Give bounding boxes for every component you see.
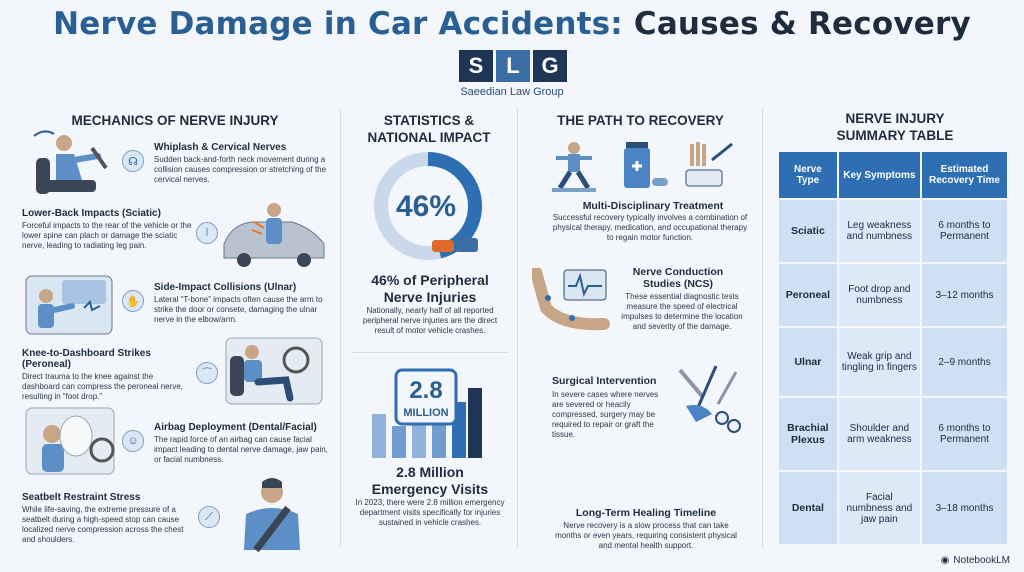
logo-letter-g: G (533, 50, 567, 82)
seatbelt-icon: ⟋ (198, 506, 220, 528)
recovery-cell: 6 months to Permanent (921, 397, 1008, 471)
notebooklm-icon: ◉ (940, 555, 950, 566)
mechanism-text: While life-saving, the extreme pressure of a seatbelt during a high-speed stop can cause localized nerve compression across the chest and shoulders. (22, 505, 184, 544)
column-divider-1 (340, 108, 341, 548)
seatbelt-illustration (232, 476, 312, 552)
mechanism-title: Airbag Deployment (Dental/Facial) (154, 422, 317, 433)
mechanism-text: Sudden back-and-forth neck movement during a collision causes compression or stretching of the cervical nerves. (154, 155, 327, 184)
stat1-text: Nationally, nearly half of all reported peripheral nerve injuries are the direct result of motor vehicle crashes. (362, 306, 498, 335)
symptoms-cell: Shoulder and arm weakness (838, 397, 921, 471)
title-part-1: Nerve Damage in Car Accidents: (53, 6, 623, 42)
logo-letter-l: L (496, 50, 530, 82)
summary-heading-line-1: NERVE INJURY (845, 111, 945, 126)
mechanism-text: The rapid force of an airbag can cause facial impact leading to dental nerve damage, jaw pain, or facial numbness. (154, 435, 328, 464)
mechanism-title: Side-Impact Collisions (Ulnar) (154, 282, 297, 293)
recovery-text-timeline: Nerve recovery is a slow process that can take months or even years, requiring consistent physical and mental health support. (555, 521, 737, 550)
mechanism-item-knee-dashboard (22, 348, 192, 402)
nerve-cell: Peroneal (778, 263, 838, 327)
table-row (778, 397, 1008, 471)
crash-car-left (432, 240, 454, 252)
symptoms-cell: Weak grip and tingling in fingers (838, 327, 921, 397)
recovery-cell: 2–9 months (921, 327, 1008, 397)
emergency-visits-bars (368, 366, 486, 460)
notebooklm-label: NotebookLM (953, 555, 1010, 566)
mechanics-heading: MECHANICS OF NERVE INJURY (71, 113, 279, 128)
stat2-title-line-1: 2.8 Million (396, 464, 464, 480)
mechanism-item-whiplash (154, 142, 329, 185)
donut-percent-label: 46% (395, 190, 457, 223)
symptoms-cell: Foot drop and numbness (838, 263, 921, 327)
slg-logo (459, 50, 567, 82)
nerve-cell: Brachial Plexus (778, 397, 838, 471)
surgery-tools-illustration (672, 362, 748, 436)
stat1-title-line-2: Nerve Injuries (383, 289, 477, 305)
mechanism-item-lower-back (22, 208, 192, 251)
recovery-text-surgery: In severe cases where nerves are severed or heacily compressed, surgery may be required to repair or graft the tissue. (552, 390, 659, 439)
table-row (778, 327, 1008, 397)
spine-icon: ⦚ (196, 222, 218, 244)
percent-donut (370, 148, 490, 268)
knee-icon: ⌒ (196, 362, 218, 384)
face-icon: ☺ (122, 430, 144, 452)
column-divider-3 (762, 108, 763, 548)
notebooklm-badge (941, 555, 1010, 566)
crash-car-right (456, 238, 478, 252)
summary-table-heading (800, 110, 990, 144)
bar-unit: MILLION (403, 407, 449, 419)
table-row (778, 263, 1008, 327)
rear-impact-illustration (222, 200, 327, 268)
recovery-title-timeline: Long-Term Healing Timeline (575, 507, 717, 519)
stat-divider (352, 352, 508, 353)
table-row (778, 471, 1008, 545)
nerve-cell: Dental (778, 471, 838, 545)
statistics-heading-line-1: STATISTICS & (383, 113, 475, 128)
nerve-cell: Ulnar (778, 327, 838, 397)
recovery-title-surgery: Surgical Intervention (552, 375, 657, 387)
stat1-title (352, 272, 508, 306)
recovery-cell: 3–12 months (921, 263, 1008, 327)
nerve-summary-table (777, 150, 1009, 546)
recovery-title-ncs: Nerve Conduction Studies (NCS) (632, 266, 724, 290)
table-row (778, 199, 1008, 263)
column-header-key-symptoms: Key Symptoms (838, 151, 921, 199)
recovery-title-treatment: Multi-Disciplinary Treatment (582, 200, 724, 212)
mechanism-title: Lower-Back Impacts (Sciatic) (22, 208, 161, 219)
summary-heading-line-2: SUMMARY TABLE (836, 128, 954, 143)
arm-icon: ✋ (122, 290, 144, 312)
mechanism-item-airbag (154, 422, 329, 465)
symptoms-cell: Leg weakness and numbness (838, 199, 921, 263)
table-header-row (778, 151, 1008, 199)
symptoms-cell: Facial numbness and jaw pain (838, 471, 921, 545)
stat2-title-line-2: Emergency Visits (371, 481, 489, 497)
whiplash-illustration (26, 128, 116, 198)
title-part-2: Causes & Recovery (622, 6, 971, 42)
column-divider-2 (517, 108, 518, 548)
nerve-cell: Sciatic (778, 199, 838, 263)
column-header-nerve-type: Nerve Type (778, 151, 838, 199)
treatment-illustration (546, 140, 746, 194)
mechanism-item-seatbelt (22, 492, 194, 545)
mechanism-text: Forceful impacts to the rear of the vehicle or the lower spine can plach or damage the sciatic nerve, leading to radiating leg pain. (22, 221, 192, 250)
mechanism-title: Whiplash & Cervical Nerves (154, 142, 287, 153)
neck-icon: ☊ (122, 150, 144, 172)
statistics-heading-line-2: NATIONAL IMPACT (367, 130, 491, 145)
ncs-illustration (532, 268, 610, 332)
statistics-heading (350, 112, 508, 146)
stat2-title (352, 464, 508, 498)
airbag-illustration (24, 406, 116, 476)
knee-dashboard-illustration (224, 336, 324, 406)
column-header-recovery-time: Estimated Recovery Time (921, 151, 1008, 199)
bar-number: 2.8 (409, 377, 443, 404)
logo-letter-s: S (459, 50, 493, 82)
stat1-title-line-1: 46% of Peripheral (371, 272, 489, 288)
mechanism-text: Direct trauma to the knee against the dashboard can compress the peroneal nerve, resulting in “foot drop.” (22, 372, 183, 401)
mechanism-title: Seatbelt Restraint Stress (22, 492, 141, 503)
mechanism-text: Lateral “T-bone” impacts often cause the arm to strike the door or consete, damaging the ulnar nerve in the elbow/arm. (154, 295, 323, 324)
recovery-cell: 3–18 months (921, 471, 1008, 545)
stat2-text: In 2023, there were 2.8 million emergency department visits specifically for injuries sustained in vehicle crashes. (355, 498, 505, 527)
logo-subtitle: Saeedian Law Group (460, 86, 564, 98)
recovery-cell: 6 months to Permanent (921, 199, 1008, 263)
mechanism-item-side-impact (154, 282, 329, 325)
recovery-text-treatment: Successful recovery typically involves a combination of physical therapy, medication, and occupational therapy to regain motor function. (552, 213, 748, 242)
recovery-heading: THE PATH TO RECOVERY (557, 113, 724, 128)
page-title (0, 6, 1024, 42)
recovery-text-ncs: These essential diagnostic tests measure the speed of electrical impulses to determine the location and severity of the damage. (621, 292, 743, 331)
side-impact-illustration (24, 268, 116, 338)
mechanism-title: Knee-to-Dashboard Strikes (Peroneal) (22, 348, 151, 370)
